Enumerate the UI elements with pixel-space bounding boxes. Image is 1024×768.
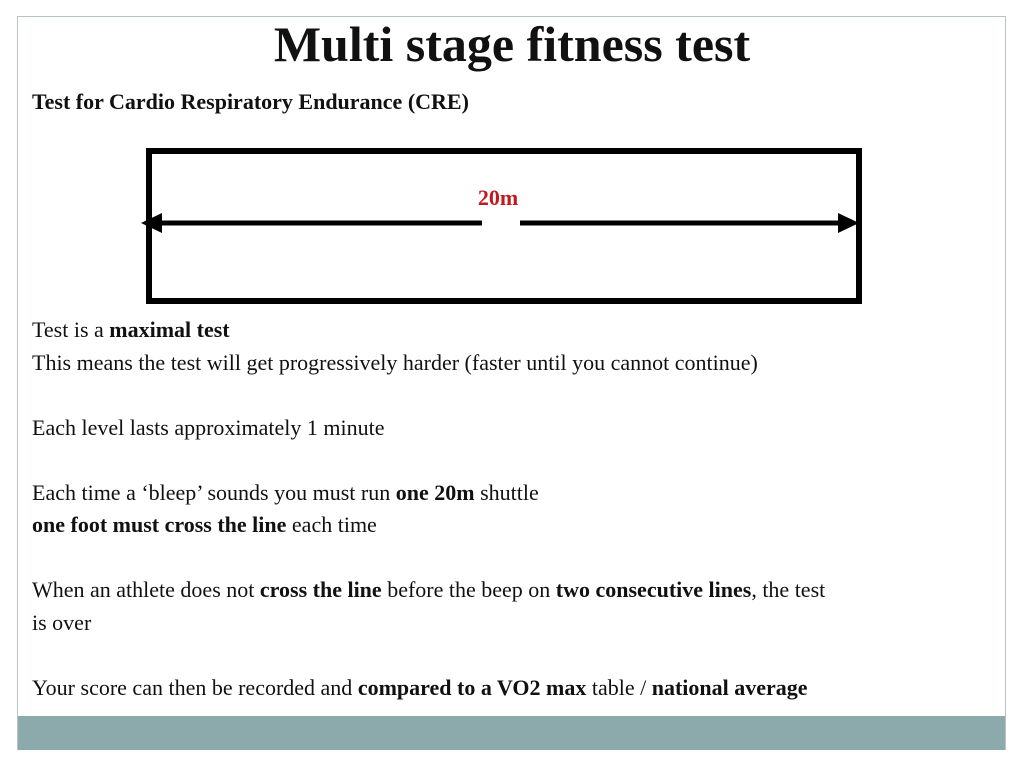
- body-line-foot: one foot must cross the line each time: [32, 512, 377, 537]
- body-line-score: Your score can then be recorded and compared to a VO2 max table / national average: [32, 674, 808, 700]
- body-line-progressive: This means the test will get progressively harder (faster until you cannot continue): [32, 349, 758, 375]
- body-spacer: [32, 639, 1022, 672]
- body-spacer: [32, 444, 1022, 477]
- body-line-maximal: Test is a maximal test: [32, 317, 230, 342]
- body-line-end-condition: When an athlete does not cross the line before the beep on two consecutive lines, the test: [32, 577, 826, 602]
- slide-body: [32, 314, 1022, 704]
- body-line-bleep: Each time a ‘bleep’ sounds you must run one 20m shuttle: [32, 479, 539, 505]
- slide-title: Multi stage fitness test: [273, 16, 751, 72]
- slide-subtitle: Test for Cardio Respiratory Endurance (CRE): [32, 89, 469, 114]
- body-line-level-duration: Each level lasts approximately 1 minute: [32, 414, 385, 440]
- footer-bar: [18, 716, 1005, 750]
- distance-label: 20m: [477, 185, 519, 210]
- body-line-end-condition-cont: is over: [32, 609, 92, 635]
- body-spacer: [32, 542, 1022, 575]
- body-spacer: [32, 379, 1022, 412]
